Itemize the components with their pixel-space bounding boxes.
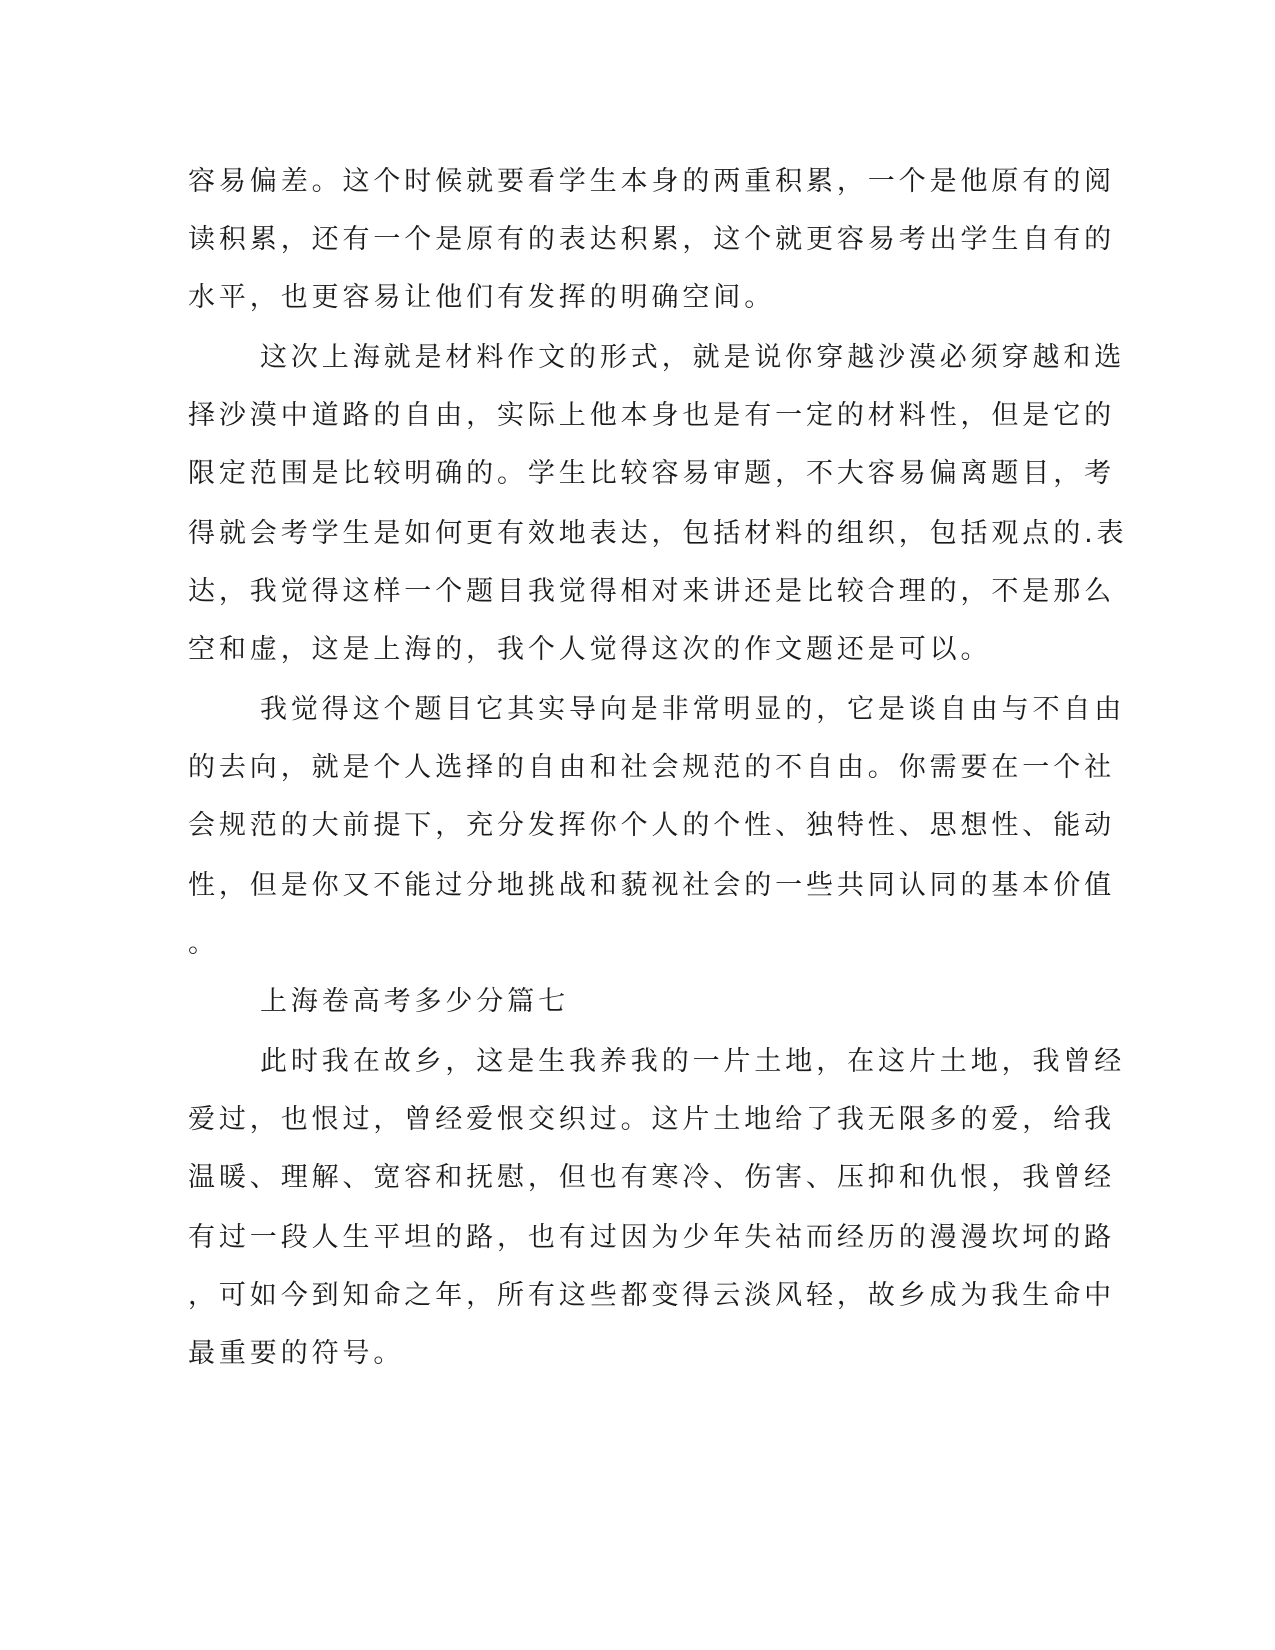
text-line: 的去向，就是个人选择的自由和社会规范的不自由。你需要在一个社 — [188, 752, 1115, 783]
text-line: 。 — [188, 928, 219, 959]
text-line: 容易偏差。这个时候就要看学生本身的两重积累，一个是他原有的阅 — [188, 166, 1115, 197]
text-line: 这次上海就是材料作文的形式，就是说你穿越沙漠必须穿越和选 — [260, 342, 1126, 373]
text-line: 达，我觉得这样一个题目我觉得相对来讲还是比较合理的，不是那么 — [188, 576, 1115, 607]
text-line: 水平，也更容易让他们有发挥的明确空间。 — [188, 282, 776, 313]
text-line: 读积累，还有一个是原有的表达积累，这个就更容易考出学生自有的 — [188, 224, 1115, 255]
text-line: 此时我在故乡，这是生我养我的一片土地，在这片土地，我曾经 — [260, 1046, 1126, 1077]
text-line: 温暖、理解、宽容和抚慰，但也有寒冷、伤害、压抑和仇恨，我曾经 — [188, 1162, 1115, 1193]
text-line: 爱过，也恨过，曾经爱恨交织过。这片土地给了我无限多的爱，给我 — [188, 1104, 1115, 1135]
text-line: 有过一段人生平坦的路，也有过因为少年失祜而经历的漫漫坎坷的路 — [188, 1222, 1115, 1253]
section-heading: 上海卷高考多少分篇七 — [260, 986, 569, 1017]
text-line: 会规范的大前提下，充分发挥你个人的个性、独特性、思想性、能动 — [188, 810, 1115, 841]
text-line: 择沙漠中道路的自由，实际上他本身也是有一定的材料性，但是它的 — [188, 400, 1115, 431]
text-line: 限定范围是比较明确的。学生比较容易审题，不大容易偏离题目，考 — [188, 458, 1115, 489]
text-line: 性，但是你又不能过分地挑战和藐视社会的一些共同认同的基本价值 — [188, 870, 1115, 901]
text-line: ，可如今到知命之年，所有这些都变得云淡风轻，故乡成为我生命中 — [188, 1280, 1115, 1311]
text-line: 我觉得这个题目它其实导向是非常明显的，它是谈自由与不自由 — [260, 694, 1126, 725]
text-line: 空和虚，这是上海的，我个人觉得这次的作文题还是可以。 — [188, 634, 992, 665]
text-line: 得就会考学生是如何更有效地表达，包括材料的组织，包括观点的.表 — [188, 518, 1128, 549]
text-line: 最重要的符号。 — [188, 1338, 405, 1369]
